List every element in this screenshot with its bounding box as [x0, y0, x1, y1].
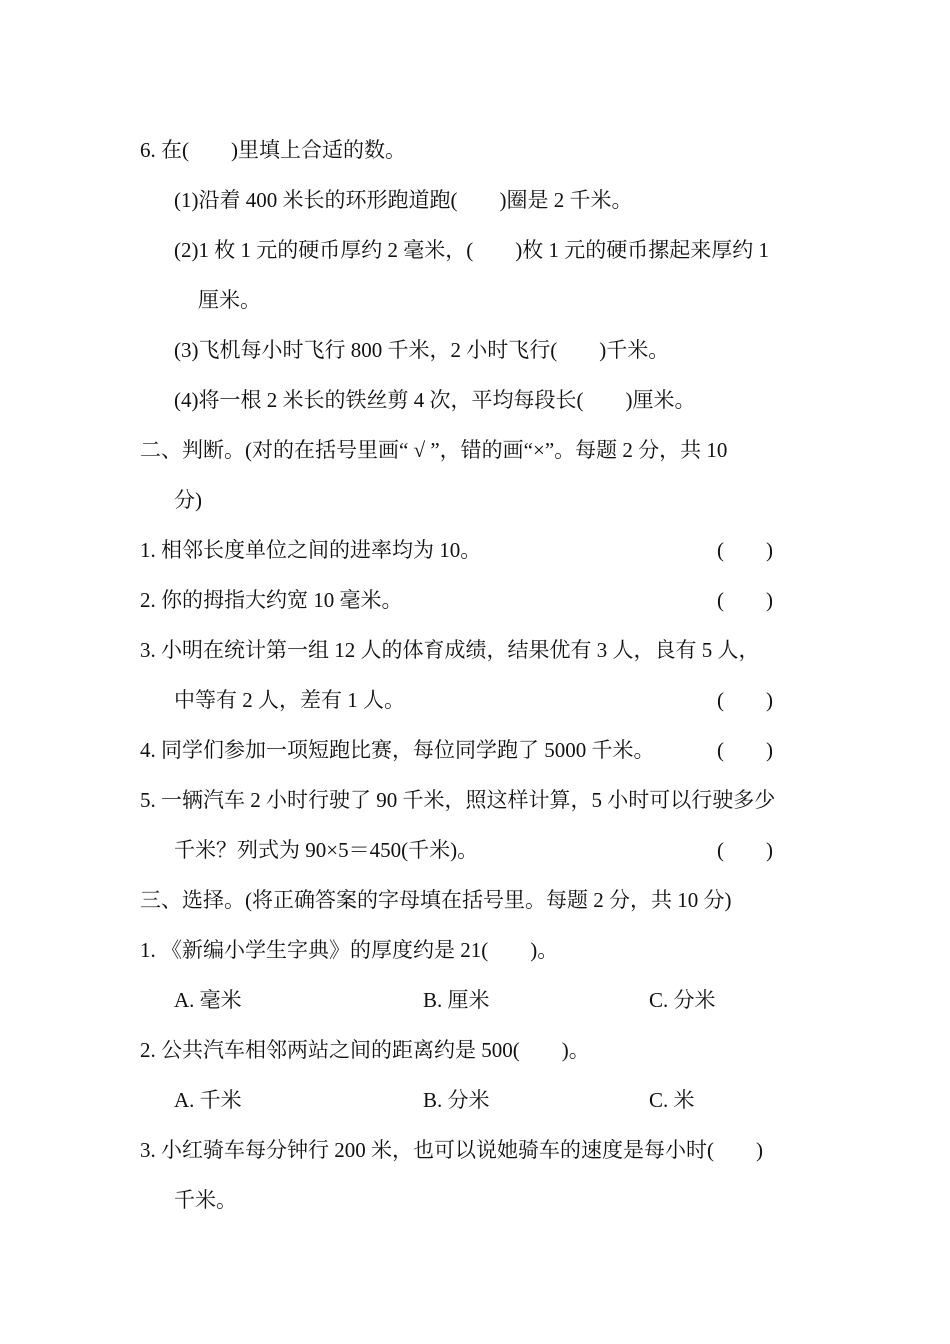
answer-blank-5[interactable]: ( )	[717, 838, 773, 862]
judge-question-2: 2. 你的拇指大约宽 10 毫米。	[140, 588, 403, 612]
choice-question-3-line1: 3. 小红骑车每分钟行 200 米，也可以说她骑车的速度是每小时( )	[140, 1138, 763, 1162]
choice-question-2: 2. 公共汽车相邻两站之间的距离约是 500( )。	[140, 1038, 590, 1062]
judge-question-3-line2: 中等有 2 人，差有 1 人。	[174, 688, 405, 712]
judge-question-5-line2: 千米？列式为 90×5＝450(千米)。	[174, 838, 479, 862]
answer-blank-1[interactable]: ( )	[717, 538, 773, 562]
question-6-3: (3)飞机每小时飞行 800 千米，2 小时飞行( )千米。	[174, 338, 670, 362]
choice-question-1: 1. 《新编小学生字典》的厚度约是 21( )。	[140, 938, 559, 962]
choice-1-option-b[interactable]: B. 厘米	[423, 988, 490, 1012]
judge-question-4: 4. 同学们参加一项短跑比赛，每位同学跑了 5000 千米。	[140, 738, 655, 762]
question-6-4: (4)将一根 2 米长的铁丝剪 4 次，平均每段长( )厘米。	[174, 388, 696, 412]
judge-question-1: 1. 相邻长度单位之间的进率均为 10。	[140, 538, 482, 562]
choice-2-option-a[interactable]: A. 千米	[174, 1088, 242, 1112]
question-6-2-line2: 厘米。	[198, 288, 261, 312]
choice-1-option-a[interactable]: A. 毫米	[174, 988, 242, 1012]
choice-question-3-line2: 千米。	[174, 1188, 237, 1212]
question-6-1: (1)沿着 400 米长的环形跑道跑( )圈是 2 千米。	[174, 188, 633, 212]
answer-blank-3[interactable]: ( )	[717, 688, 773, 712]
section-2-header-line2: 分)	[174, 488, 202, 512]
choice-2-option-c[interactable]: C. 米	[649, 1088, 695, 1112]
choice-1-option-c[interactable]: C. 分米	[649, 988, 716, 1012]
answer-blank-4[interactable]: ( )	[717, 738, 773, 762]
answer-blank-2[interactable]: ( )	[717, 588, 773, 612]
section-2-header-line1: 二、判断。(对的在括号里画“ √ ”，错的画“×”。每题 2 分，共 10	[140, 438, 728, 462]
question-6-title: 6. 在( )里填上合适的数。	[140, 138, 406, 162]
choice-2-option-b[interactable]: B. 分米	[423, 1088, 490, 1112]
question-6-2-line1: (2)1 枚 1 元的硬币厚约 2 毫米，( )枚 1 元的硬币摞起来厚约 1	[174, 238, 769, 262]
section-3-header: 三、选择。(将正确答案的字母填在括号里。每题 2 分，共 10 分)	[140, 888, 732, 912]
judge-question-3-line1: 3. 小明在统计第一组 12 人的体育成绩，结果优有 3 人，良有 5 人，	[140, 638, 760, 662]
judge-question-5-line1: 5. 一辆汽车 2 小时行驶了 90 千米，照这样计算，5 小时可以行驶多少	[140, 788, 776, 812]
